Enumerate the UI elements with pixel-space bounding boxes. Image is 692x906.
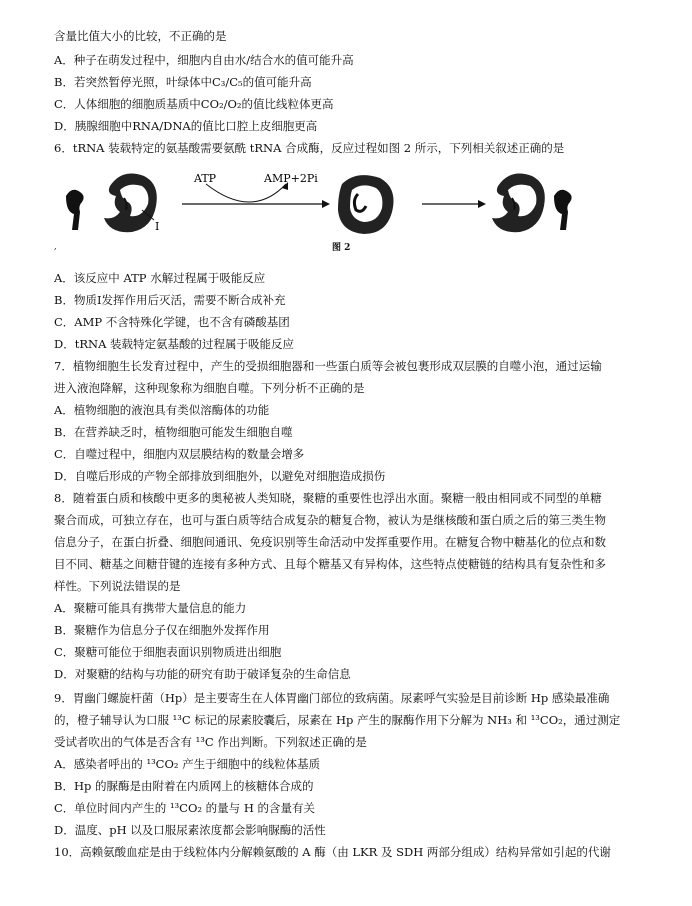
q8-option-a: A．聚糖可能具有携带大量信息的能力	[54, 601, 247, 615]
question-9-stem-line-2: 的，橙子辅导认为口服 ¹³C 标记的尿素胶囊后，尿素在 Hp 产生的脲酶作用下分解为 NH₃ 和 ¹³CO₂，通过测定	[54, 713, 621, 727]
enzyme-i-icon	[104, 174, 160, 233]
q7-option-b: B．在营养缺乏时，植物细胞可能发生细胞自噬	[54, 425, 293, 439]
q9-option-c: C．单位时间内产生的 ¹³CO₂ 的量与 H 的含量有关	[54, 801, 316, 815]
q6-option-d: D．tRNA 装载特定氨基酸的过程属于吸能反应	[54, 337, 295, 351]
question-9-stem-line-1: 9．胃幽门螺旋杆菌（Hp）是主要寄生在人体胃幽门部位的致病菌。尿素呼气实验是目前诊断 Hp 感染最准确	[54, 691, 610, 705]
atp-label: ATP	[194, 172, 217, 185]
q9-option-d: D．温度、pH 以及口服尿素浓度都会影响脲酶的活性	[54, 823, 326, 837]
question-7-stem-line-2: 进入液泡降解，这种现象称为细胞自噬。下列分析不正确的是	[54, 381, 365, 395]
q7-option-d: D．自噬后形成的产物全部排放到细胞外，以避免对细胞造成损伤	[54, 469, 386, 483]
q5-option-d: D．胰腺细胞中RNA/DNA的值比口腔上皮细胞更高	[54, 119, 318, 133]
stray-mark: ,	[54, 242, 57, 251]
question-5-stem-tail: 含量比值大小的比较，不正确的是	[54, 29, 227, 43]
q7-option-a: A．植物细胞的液泡具有类似溶酶体的功能	[54, 403, 270, 417]
question-8-stem-line-5: 样性。下列说法错误的是	[54, 579, 181, 593]
q9-option-a: A．感染者呼出的 ¹³CO₂ 产生于细胞中的线粒体基质	[54, 757, 321, 771]
question-8-stem-line-1: 8．随着蛋白质和核酸中更多的奥秘被人类知晓，聚糖的重要性也浮出水面。聚糖一般由相同或不同型的单糖	[54, 491, 602, 505]
question-6-stem: 6．tRNA 装载特定的氨基酸需要氨酰 tRNA 合成酶，反应过程如图 2 所示，下列相关叙述正确的是	[54, 141, 565, 155]
q6-option-c: C．AMP 不含特殊化学键，也不含有磷酸基团	[54, 315, 290, 329]
question-7-stem-line-1: 7．植物细胞生长发育过程中，产生的受损细胞器和一些蛋白质等会被包裹形成双层膜的自噬小泡，通过运输	[54, 359, 602, 373]
q8-option-b: B．聚糖作为信息分子仅在细胞外发挥作用	[54, 623, 270, 637]
released-enzyme-icon	[492, 174, 545, 233]
figure-2-diagram	[54, 166, 654, 236]
q5-option-a: A．种子在萌发过程中，细胞内自由水/结合水的值可能升高	[54, 53, 354, 67]
q9-option-b: B．Hp 的脲酶是由附着在内质网上的核糖体合成的	[54, 779, 314, 793]
q5-option-c: C．人体细胞的细胞质基质中CO₂/O₂的值比线粒体更高	[54, 97, 334, 111]
question-8-stem-line-2: 聚合而成，可独立存在，也可与蛋白质等结合成复杂的糖复合物，被认为是继核酸和蛋白质之后的第三类生物	[54, 513, 606, 527]
q7-option-c: C．自噬过程中，细胞内双层膜结构的数量会增多	[54, 447, 305, 461]
enzyme-complex-icon	[338, 175, 394, 234]
q8-option-d: D．对聚糖的结构与功能的研究有助于破译复杂的生命信息	[54, 667, 351, 681]
question-10-stem-start: 10．高赖氨酸血症是由于线粒体内分解赖氨酸的 A 酶（由 LKR 及 SDH 两部分组成）结构异常如引起的代谢	[54, 845, 611, 859]
reaction-arrow-2	[422, 200, 486, 208]
amp-label: AMP+2Pi	[264, 172, 318, 185]
question-9-stem-line-3: 受试者吹出的气体是否含有 ¹³C 作出判断。下列叙述正确的是	[54, 735, 367, 749]
q6-option-b: B．物质I发挥作用后灭活，需要不断合成补充	[54, 293, 286, 307]
enzyme-label: I	[155, 220, 160, 233]
question-8-stem-line-3: 信息分子，在蛋白折叠、细胞间通讯、免疫识别等生命活动中发挥重要作用。在糖复合物中糖基化的位点和数	[54, 535, 606, 549]
q8-option-c: C．聚糖可能位于细胞表面识别物质进出细胞	[54, 645, 282, 659]
q5-option-b: B．若突然暂停光照，叶绿体中C₃/C₅的值可能升高	[54, 75, 312, 89]
trna-amino-acid-icon	[554, 190, 572, 230]
question-8-stem-line-4: 目不同、糖基之间糖苷键的连接有多种方式、且每个糖基又有异构体，这些特点使糖链的结构具有复杂性和多	[54, 557, 606, 571]
figure-caption: 图 2	[332, 243, 351, 253]
amino-acid-icon	[66, 190, 84, 230]
reaction-arrow	[182, 182, 330, 208]
q6-option-a: A．该反应中 ATP 水解过程属于吸能反应	[54, 271, 266, 285]
